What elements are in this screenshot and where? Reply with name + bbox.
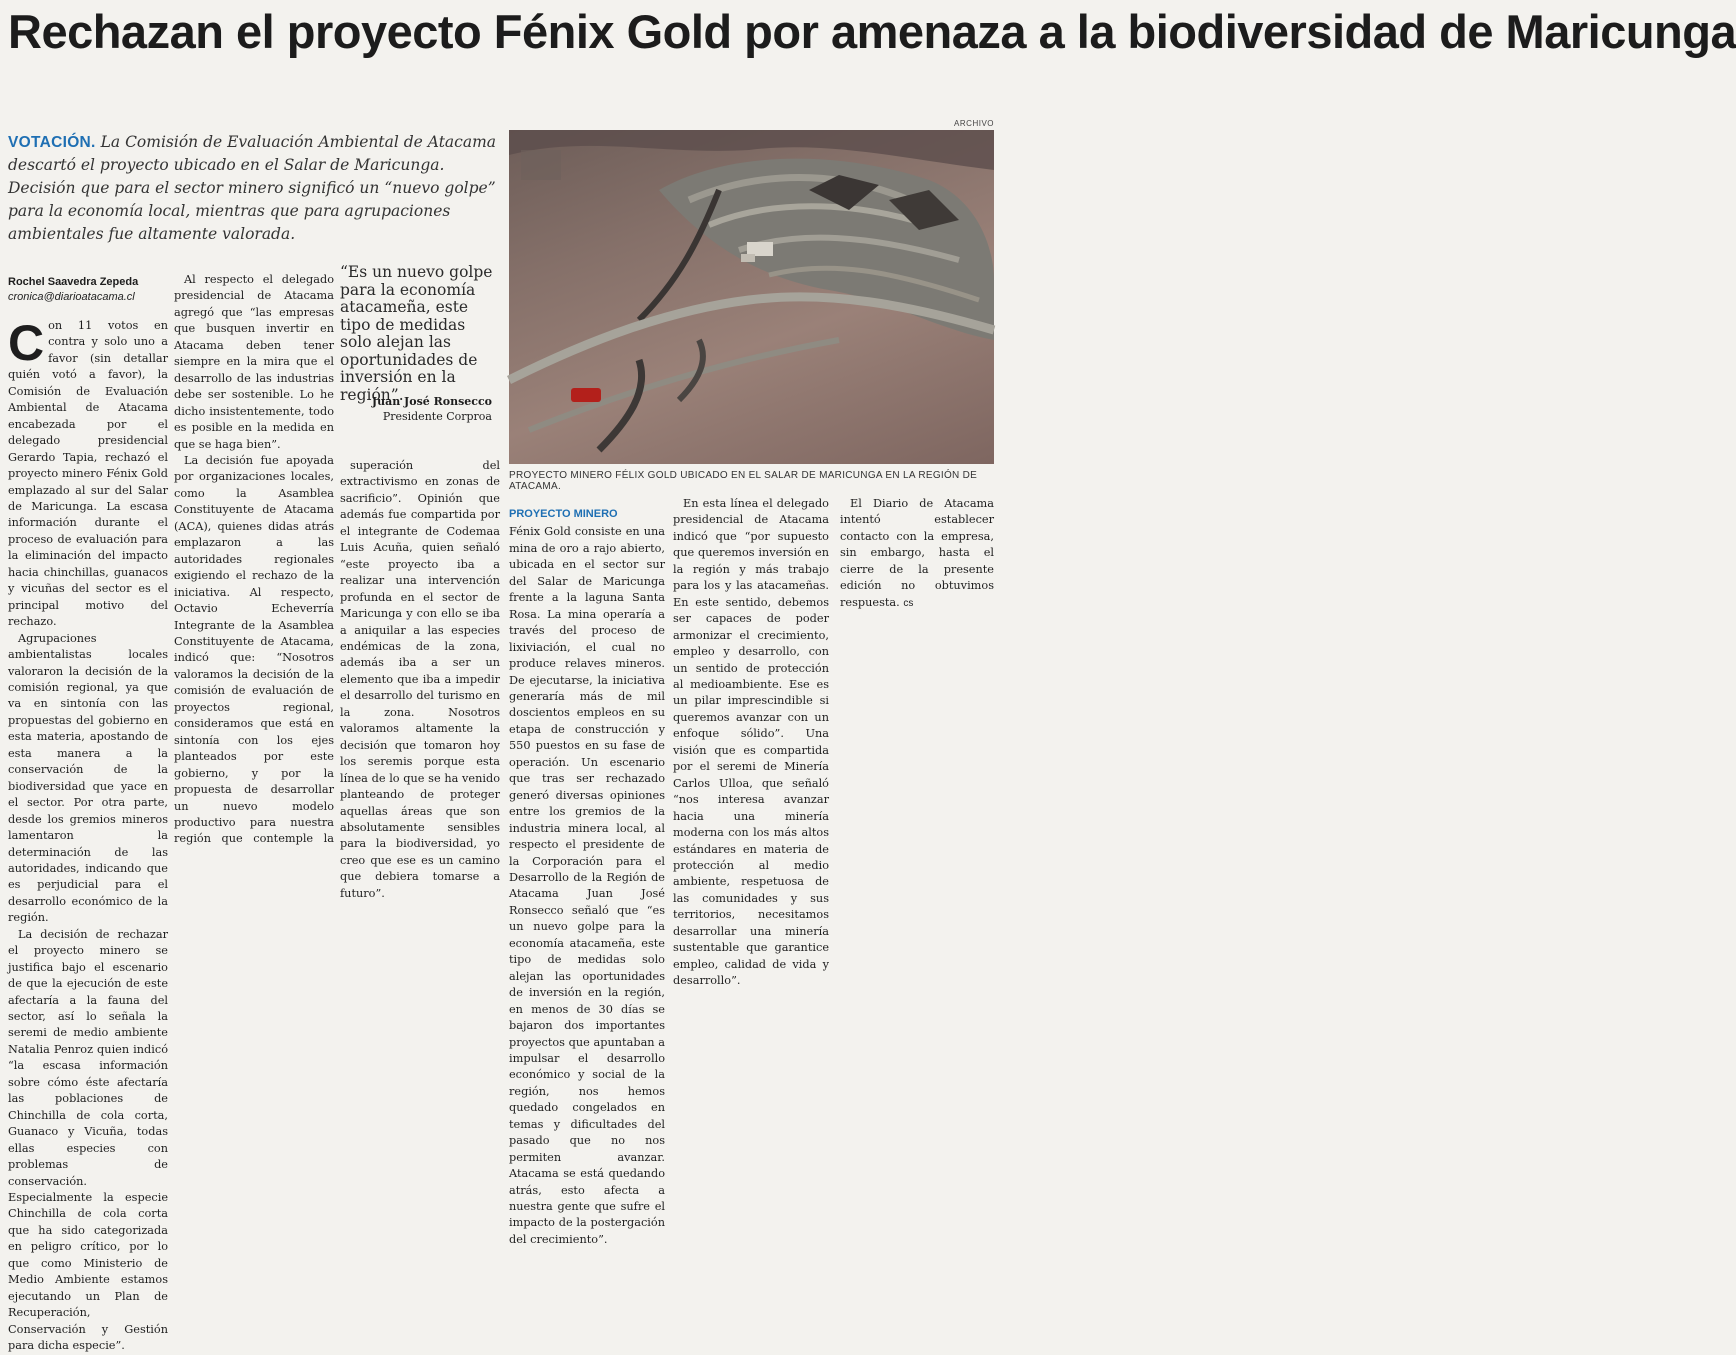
lead-kicker: VOTACIÓN. — [8, 134, 96, 151]
article-column-6 — [840, 496, 994, 612]
photo-caption: PROYECTO MINERO FÉLIX GOLD UBICADO EN EL SALAR DE MARICUNGA EN LA REGIÓN DE ATACAMA. — [509, 470, 978, 492]
paragraph-8: El Diario de Atacama intentó establecer contacto con la empresa, sin embargo, hasta el cierre de la presente edición no obtuvimos respuesta. cs — [840, 497, 994, 609]
byline — [8, 275, 138, 305]
quote-attribution — [340, 394, 492, 424]
drop-cap: C — [8, 315, 45, 371]
article-column-4 — [509, 496, 665, 1248]
headline: Rechazan el proyecto Fénix Gold por amenaza a la biodiversidad de Maricunga — [8, 5, 1736, 58]
article-column-2 — [174, 272, 334, 848]
lead-paragraph — [8, 131, 498, 246]
lead-text: La Comisión de Evaluación Ambiental de Atacama descartó el proyecto ubicado en el Salar de Maricunga. Decisión que para el sector minero significó un “nuevo golpe” para la economía local, mientras que para agrupaciones ambientales fue altamente valorada. — [8, 133, 497, 243]
paragraph-1: Con 11 votos en contra y solo uno a favor (sin detallar quién votó a favor), la Comisión de Evaluación Ambiental de Atacama encabezada por el delegado presidencial Gerardo Tapia, rechazó el proyecto minero Fénix Gold emplazado al sur del Salar de Maricunga. La escasa información durante el proceso de evaluación para la eliminación del impacto hacia chinchillas, guanacos y vicuñas del sector es el principal motivo del rechazo. — [8, 315, 168, 629]
mine-aerial-photo — [509, 130, 994, 464]
paragraph-2: Agrupaciones ambientalistas locales valoraron la decisión de la comisión regional, ya que va en sintonía con las propuestas del gobierno en esta materia, apostando de esta manera a la conservación de la biodiversidad que yace en el sector. Por otra parte, desde los gremios mineros lamentaron la determinación de las autoridades, indicando que es perjudicial para el desarrollo económico de la región. — [8, 631, 168, 925]
paragraph-5-cont: superación del extractivismo en zonas de sacrificio”. Opinión que además fue compartida por el integrante de Codemaa Luis Acuña, quien señaló “este proyecto iba a realizar una intervención profunda en el sector de Maricunga y con ello se iba a aniquilar a las especies endémicas de la zona, además iba a ser un elemento que iba a impedir el desarrollo del turismo en la zona. Nosotros valoramos altamente la decisión que tomaron hoy los seremis porque esta línea de lo que se ha venido planteando de proteger aquellas áreas que son absolutamente sensibles para la biodiversidad, yo creo que ese es un camino que debiera tomarse a futuro”. — [340, 459, 500, 900]
paragraph-3: La decisión de rechazar el proyecto minero se justifica bajo el escenario de que la ejecución de este afectaría a la fauna del sector, así lo señala la seremi de medio ambiente Natalia Penroz quien indicó “la escasa información sobre cómo éste afectaría las poblaciones de Chinchilla de cola corta, Guanaco y Vicuña, todas ellas especies con problemas de conservación. Especialmente la especie Chinchilla de cola corta que ha sido categorizada en peligro crítico, por lo que como Ministerio de Medio Ambiente estamos ejecutando un Plan de Recuperación, Conservación y Gestión para dicha especie”. — [8, 927, 168, 1353]
article-column-3 — [340, 458, 500, 902]
subhead-proyecto-minero: PROYECTO MINERO — [509, 508, 618, 520]
quote-author: Juan José Ronsecco — [371, 395, 492, 408]
paragraph-4: Al respecto el delegado presidencial de Atacama agregó que “las empresas que busquen invertir en Atacama deben tener siempre en la mira que el desarrollo de las industrias debe ser sostenible. Lo he dicho insistentemente, todo es posible en la medida en que se haga bien”. — [174, 273, 334, 451]
paragraph-5: La decisión fue apoyada por organizaciones locales, como la Asamblea Constituyente de Atacama (ACA), quienes didas atrás emplazaron a las autoridades regionales exigiendo el rechazo de la iniciativa. Al respecto, Octavio Echeverría Integrante de la Asamblea Constituyente de Atacama, indicó que: “Nosotros valoramos la decisión de la comisión de evaluación de proyectos regional, consideramos que está en sintonía con los ejes planteados por este gobierno, y por la propuesta de desarrollar un nuevo modelo productivo para nuestra región que contemple la — [174, 453, 334, 846]
quote-author-role: Presidente Corproa — [382, 410, 492, 423]
paragraph-6: Fénix Gold consiste en una mina de oro a rajo abierto, ubicada en el sector sur del Salar de Maricunga frente a la laguna Santa Rosa. La mina operaría a través del proceso de lixiviación, el cual no produce relaves mineros. De ejecutarse, la iniciativa generaría más de mil doscientos empleos en su etapa de construcción y 550 puestos en su fase de operación. Un escenario que tras ser rechazado generó diversas opiniones entre los gremios de la industria minera local, al respecto el presidente de la Corporación para el Desarrollo de la Región de Atacama Juan José Ronsecco señaló que “es un nuevo golpe para la economía atacameña, este tipo de medidas solo alejan las oportunidades de inversión en la región, en menos de 30 días se bajaron dos importantes proyectos que apuntaban a impulsar el desarrollo económico y social de la región, nos hemos quedado congelados en temas y dificultades del pasado que no nos permiten avanzar. Atacama se está quedando atrás, esto afecta a nuestra gente que sufre el impacto de la postergación del crecimiento”. — [509, 525, 665, 1246]
byline-author: Rochel Saavedra Zepeda — [8, 276, 139, 288]
article-column-1 — [8, 315, 168, 1355]
article-column-5 — [673, 496, 829, 990]
byline-email[interactable]: cronica@diarioatacama.cl — [8, 291, 135, 303]
paragraph-7: En esta línea el delegado presidencial de Atacama indicó que “por supuesto que queremos inversión en la región y más trabajo para los y las atacameñas. En este sentido, debemos ser capaces de poder armonizar el crecimiento, empleo y desarrollo, con un sentido de protección al medioambiente. Ese es un pilar imprescindible si queremos avanzar con un enfoque sólido”. Una visión que es compartida por el seremi de Minería Carlos Ulloa, que señaló “nos interesa avanzar hacia una minería moderna con los más altos estándares en materia de protección al medio ambiente, respetuosa de las comunidades y sus territorios, necesitamos desarrollar una minería sustentable que garantice empleo, calidad de vida y desarrollo”. — [673, 497, 829, 988]
photo-credit: ARCHIVO — [954, 119, 994, 128]
mine-aerial-illustration — [509, 130, 994, 464]
end-mark: cs — [903, 597, 914, 609]
pull-quote: “Es un nuevo golpe para la economía atacameña, este tipo de medidas solo alejan las oportunidades de inversión en la región”. — [340, 263, 493, 404]
